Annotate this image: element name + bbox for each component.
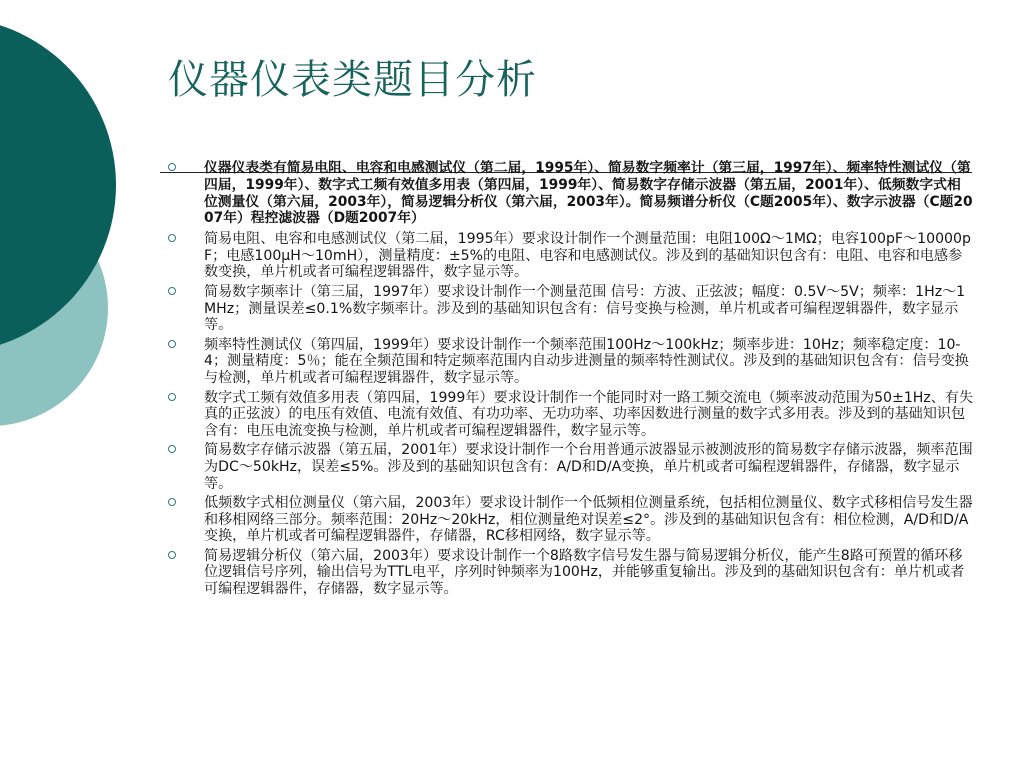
bullet-circle-icon: [168, 163, 176, 171]
list-item: [160, 548, 974, 598]
list-item: [160, 337, 974, 387]
list-item: [160, 390, 974, 440]
bullet-circle-icon: [168, 340, 176, 348]
list-item: [160, 231, 974, 281]
bullet-circle-icon: [168, 445, 176, 453]
list-item-text: 简易数字频率计（第三届，1997年）要求设计制作一个测量范围 信号：方波、正弦波；幅度：0.5V～5V；频率：1Hz～1MHz；测量误差≤0.1%数字频率计。涉及到的基础知识包含有：信号变换与检测，单片机或者可编程逻辑器件，数字显示等。: [204, 283, 966, 334]
list-item-text: 数字式工频有效值多用表（第四届，1999年）要求设计制作一个能同时对一路工频交流电（频率波动范围为50±1Hz、有失真的正弦波）的电压有效值、电流有效值、有功功率、无功功率、功率因数进行测量的数字式多用表。涉及到的基础知识包含有：电压电流变换与检测，单片机或者可编程逻辑器件，数字显示等。: [204, 389, 974, 439]
bullet-list: [160, 160, 974, 601]
slide-title: 仪器仪表类题目分析: [168, 57, 537, 103]
list-item-text: 简易电阻、电容和电感测试仪（第二届，1995年）要求设计制作一个测量范围：电阻100Ω～1MΩ；电容100pF～10000pF；电感100μH～10mH），测量精度：±5%的电阻、电容和电感测试仪。涉及到的基础知识包含有：电阻、电容和电感参数变换，单片机或者可编程逻辑器件，数字显示等。: [204, 231, 971, 281]
list-item-text: 仪器仪表类有简易电阻、电容和电感测试仪（第二届，1995年）、简易数字频率计（第三届，1997年）、频率特性测试仪（第四届，1999年）、数字式工频有效值多用表（第四届，1999年）、简易数字存储示波器（第五届，2001年）、低频数字式相位测量仪（第六届，2003年），简易逻辑分析仪（第六届，2003年）。简易频谱分析仪（C题2005年）、数字示波器（C题2007年）程控滤波器（D题2007年）: [204, 160, 973, 227]
list-item-text: 简易逻辑分析仪（第六届，2003年）要求设计制作一个8路数字信号发生器与简易逻辑分析仪，能产生8路可预置的循环移位逻辑信号序列，输出信号为TTL电平，序列时钟频率为100Hz，并能够重复输出。涉及到的基础知识包含有：单片机或者可编程逻辑器件，存储器，数字显示等。: [204, 547, 965, 598]
list-item: [160, 284, 974, 334]
bullet-circle-icon: [168, 551, 176, 559]
list-item: [160, 495, 974, 545]
bullet-circle-icon: [168, 234, 176, 242]
list-item: [160, 442, 974, 492]
bullet-circle-icon: [168, 498, 176, 506]
list-item-text: 低频数字式相位测量仪（第六届，2003年）要求设计制作一个低频相位测量系统，包括相位测量仪、数字式移相信号发生器和移相网络三部分。频率范围：20Hz～20kHz，相位测量绝对误差≤2°。涉及到的基础知识包含有：相位检测，A/D和D/A变换，单片机或者可编程逻辑器件，存储器，RC移相网络，数字显示等。: [204, 495, 973, 545]
list-item-text: 频率特性测试仪（第四届，1999年）要求设计制作一个频率范围100Hz～100kHz；频率步进：10Hz；频率稳定度：10-4；测量精度：5％；能在全频范围和特定频率范围内自动步进测量的频率特性测试仪。涉及到的基础知识包含有：信号变换与检测，单片机或者可编程逻辑器件，数字显示等。: [204, 336, 969, 386]
bullet-circle-icon: [168, 393, 176, 401]
list-item: [160, 160, 974, 227]
decorative-circles: [0, 0, 140, 768]
bullet-circle-icon: [168, 287, 176, 295]
list-item-text: 简易数字存储示波器（第五届，2001年）要求设计制作一个台用普通示波器显示被测波形的简易数字存储示波器，频率范围为DC～50kHz，误差≤5%。涉及到的基础知识包含有：A/D和D/A变换，单片机或者可编程逻辑器件，存储器，数字显示等。: [204, 442, 973, 492]
